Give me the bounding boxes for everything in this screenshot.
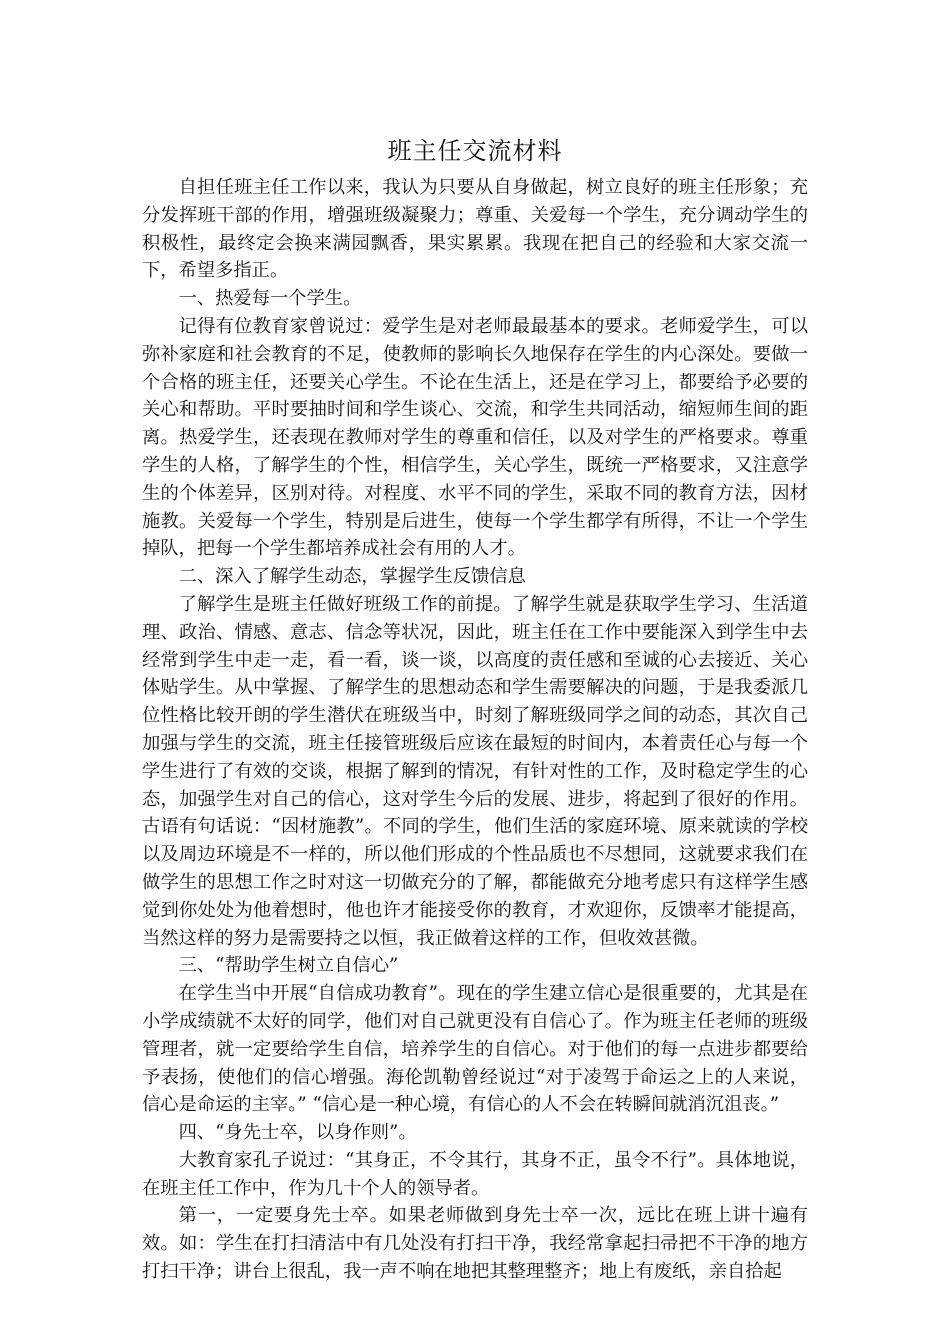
paragraph-intro: 自担任班主任工作以来，我认为只要从自身做起，树立良好的班主任形象；充分发挥班干部的作用，增强班级凝聚力；尊重、关爱每一个学生，充分调动学生的积极性，最终定会换来满园飘香，果实累累。我现在把自己的经验和大家交流一下，希望多指正。	[142, 177, 808, 282]
paragraph-section-3: 在学生当中开展“自信成功教育”。现在的学生建立信心是很重要的，尤其是在小学成绩就不太好的同学，他们对自己就更没有自信心了。作为班主任老师的班级管理者，就一定要给学生自信，培养学生的自信心。对于他们的每一点进步都要给予表扬，使他们的信心增强。海伦凯勒曾经说过“对于凌驾于命运之上的人来说，信心是命运的主宰。” “信心是一种心境，有信心的人不会在转瞬间就消沉沮丧。”	[142, 983, 808, 1116]
paragraph-section-4a: 大教育家孔子说过：“其身正，不令其行，其身不正，虽令不行”。具体地说，在班主任工作中，作为几十个人的领导者。	[142, 1149, 808, 1199]
section-heading-2: 二、深入了解学生动态，掌握学生反馈信息	[178, 566, 526, 588]
document-body	[142, 174, 808, 1286]
paragraph-section-4b: 第一，一定要身先士卒。如果老师做到身先士卒一次，远比在班上讲十遍有效。如：学生在打扫清洁中有几处没有打扫干净，我经常拿起扫帚把不干净的地方打扫干净；讲台上很乱，我一声不响在地把其整理整齐；地上有废纸，亲自拾起	[142, 1205, 808, 1283]
paragraph-section-2: 了解学生是班主任做好班级工作的前提。了解学生就是获取学生学习、生活道理、政治、情感、意志、信念等状况，因此，班主任在工作中要能深入到学生中去经常到学生中走一走，看一看，谈一谈，以高度的责任感和至诚的心去接近、关心体贴学生。从中掌握、了解学生的思想动态和学生需要解决的问题，于是我委派几位性格比较开朗的学生潜伏在班级当中，时刻了解班级同学之间的动态，其次自己加强与学生的交流，班主任接管班级后应该在最短的时间内，本着责任心与每一个学生进行了有效的交谈，根据了解到的情况，有针对性的工作，及时稳定学生的心态，加强学生对自己的信心，这对学生今后的发展、进步，将起到了很好的作用。古语有句话说：“因材施教”。不同的学生，他们生活的家庭环境、原来就读的学校以及周边环境是不一样的，所以他们形成的个性品质也不尽想同，这就要求我们在做学生的思想工作之时对这一切做充分的了解，都能做充分地考虑只有这样学生感觉到你处处为他着想时，他也许才能接受你的教育，才欢迎你，反馈率才能提高，当然这样的努力是需要持之以恒，我正做着这样的工作，但收效甚微。	[142, 593, 808, 949]
section-heading-3: 三、“帮助学生树立自信心”	[178, 955, 399, 977]
section-heading-4: 四、“身先士卒，以身作则”。	[178, 1122, 417, 1144]
document-title: 班主任交流材料	[387, 137, 563, 165]
paragraph-section-1: 记得有位教育家曾说过：爱学生是对老师最最基本的要求。老师爱学生，可以弥补家庭和社会教育的不足，使教师的影响长久地保存在学生的内心深处。要做一个合格的班主任，还要关心学生。不论在生活上，还是在学习上，都要给予必要的关心和帮助。平时要抽时间和学生谈心、交流，和学生共同活动，缩短师生间的距离。热爱学生，还表现在教师对学生的尊重和信任，以及对学生的严格要求。尊重学生的人格，了解学生的个性，相信学生，关心学生，既统一严格要求，又注意学生的个体差异，区别对待。对程度、水平不同的学生，采取不同的教育方法，因材施教。关爱每一个学生，特别是后进生，使每一个学生都学有所得，不让一个学生掉队，把每一个学生都培养成社会有用的人才。	[142, 315, 808, 560]
section-heading-1: 一、热爱每一个学生。	[178, 288, 362, 310]
